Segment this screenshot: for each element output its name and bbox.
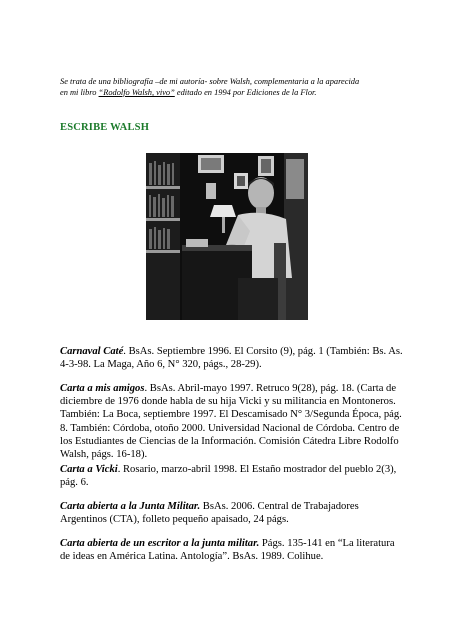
entry-details: Págs. 135-141 en “La literatura de ideas en América Latina. Antología”. BsAs. 1989. Colihue. bbox=[60, 538, 395, 563]
bibliography-entry-4 bbox=[60, 500, 405, 526]
portrait-photo bbox=[146, 153, 308, 320]
bibliography-entry-5 bbox=[60, 537, 405, 563]
entry-details: BsAs. 2006. Central de Trabajadores Argentinos (CTA), folleto pequeño apaisado, 24 págs. bbox=[60, 501, 359, 526]
portrait-photo-icon bbox=[146, 153, 308, 320]
entry-details: . BsAs. Septiembre 1996. El Corsito (9), pág. 1 (También: Bs. As. 4-3-98. La Maga, Año 6, N° 320, págs., 28-29). bbox=[60, 346, 403, 371]
entry-title: Carnaval Caté bbox=[60, 346, 124, 357]
section-heading: ESCRIBE WALSH bbox=[60, 122, 150, 133]
entry-title: Carta abierta a la Junta Militar. bbox=[60, 501, 201, 512]
bibliography-entry-1 bbox=[60, 345, 405, 371]
entry-details: . Rosario, marzo-abril 1998. El Estaño mostrador del pueblo 2(3), pág. 6. bbox=[60, 464, 397, 489]
bibliography-entry-2 bbox=[60, 382, 405, 461]
entry-title: Carta a Vicki bbox=[60, 464, 118, 475]
entry-title: Carta abierta de un escritor a la junta militar. bbox=[60, 538, 260, 549]
book-title-link[interactable]: “Rodolfo Walsh, vivo” bbox=[98, 88, 175, 97]
intro-paragraph bbox=[60, 76, 400, 98]
entry-details: . BsAs. Abril-mayo 1997. Retruco 9(28), pág. 18. (Carta de diciembre de 1976 donde habla de su hija Vicki y su militancia en Montoneros. También: La Boca, septiembre 1997. El Descamisado N° 3/Segunda Época, pág. 8. También: Córdoba, otoño 2000. Universidad Nacional de Córdoba. Centro de los Estudiantes de Ciencias de la Información. Comisión Cátedra Libre Rodolfo Walsh, págs. 16-18). bbox=[60, 383, 402, 461]
entry-title: Carta a mis amigos bbox=[60, 383, 145, 394]
bibliography-entry-3 bbox=[60, 463, 405, 489]
intro-line-2-end: editado en 1994 por Ediciones de la Flor. bbox=[174, 88, 317, 97]
intro-line-2 bbox=[60, 87, 400, 98]
intro-line-1: Se trata de una bibliografía –de mi autoría- sobre Walsh, complementaria a la aparecida bbox=[60, 77, 360, 86]
intro-line-2-start: en mi libro bbox=[60, 88, 99, 97]
